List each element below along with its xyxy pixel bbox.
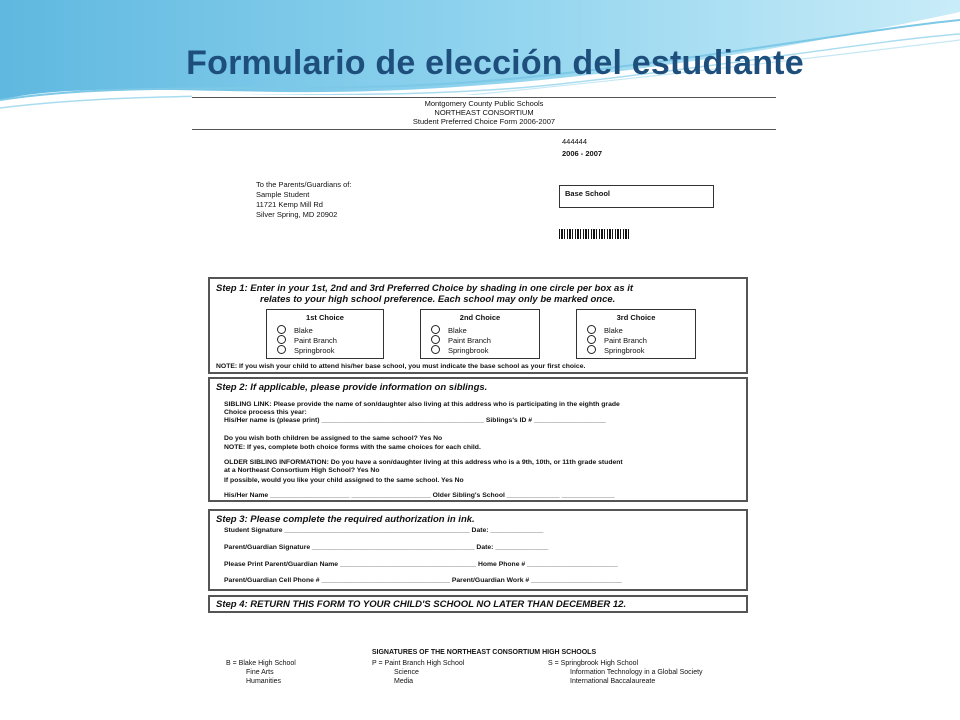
- option-paint-branch[interactable]: Paint Branch: [431, 335, 491, 345]
- option-paint-branch[interactable]: Paint Branch: [277, 335, 337, 345]
- barcode: [559, 229, 631, 239]
- option-paint-branch[interactable]: Paint Branch: [587, 335, 647, 345]
- slide-title: Formulario de elección del estudiante: [186, 44, 804, 82]
- radio-circle-icon[interactable]: [277, 335, 286, 344]
- footer-heading: SIGNATURES OF THE NORTHEAST CONSORTIUM HIGH SCHOOLS: [371, 649, 597, 656]
- radio-circle-icon[interactable]: [277, 345, 286, 354]
- parent-phone-field[interactable]: Parent/Guardian Cell Phone # __________________________________ Parent/Guardian Work # ________________________: [224, 577, 622, 584]
- step1-subtitle: relates to your high school preference. Each school may only be marked once.: [260, 294, 616, 305]
- radio-circle-icon[interactable]: [587, 345, 596, 354]
- choice-title: 3rd Choice: [616, 313, 656, 322]
- address-line4: Silver Spring, MD 20902: [256, 210, 338, 219]
- second-choice-box: [420, 309, 540, 359]
- older-sibling-text: OLDER SIBLING INFORMATION: Do you have a son/daughter living at this address who is a 9th, 10th, or 11th grade student: [224, 459, 623, 466]
- divider: [192, 129, 776, 130]
- step2-box: [208, 377, 748, 502]
- radio-circle-icon[interactable]: [587, 325, 596, 334]
- address-line1: To the Parents/Guardians of:: [256, 180, 352, 189]
- sibling-link-text-2: Choice process this year:: [224, 409, 307, 416]
- base-school-box: [559, 185, 714, 208]
- scanned-form: [192, 95, 776, 695]
- radio-circle-icon[interactable]: [277, 325, 286, 334]
- option-springbrook[interactable]: Springbrook: [277, 345, 334, 355]
- option-springbrook[interactable]: Springbrook: [587, 345, 644, 355]
- address-line3: 11721 Kemp Mill Rd: [256, 200, 323, 209]
- older-sibling-name-field[interactable]: His/Her Name _____________________ _____________________ Older Sibling's School ______________ ______________: [224, 492, 615, 499]
- divider: [192, 97, 776, 98]
- form-header-line3: Student Preferred Choice Form 2006-2007: [412, 117, 556, 126]
- step3-title: Step 3: Please complete the required authorization in ink.: [216, 514, 475, 525]
- parent-name-field[interactable]: Please Print Parent/Guardian Name ____________________________________ Home Phone # ________________________: [224, 561, 618, 568]
- choice-title: 1st Choice: [306, 313, 344, 322]
- older-sibling-question[interactable]: at a Northeast Consortium High School? Yes No: [224, 467, 380, 474]
- student-id: 444444: [562, 137, 588, 146]
- parent-signature-field[interactable]: Parent/Guardian Signature ___________________________________________ Date: ______________: [224, 544, 549, 551]
- address-line2: Sample Student: [256, 190, 310, 199]
- base-school-label: Base School: [565, 189, 611, 198]
- step1-box: [208, 277, 748, 374]
- footer-paint-branch: P = Paint Branch High School: [372, 660, 465, 667]
- same-school-question[interactable]: Do you wish both children be assigned to the same school? Yes No: [224, 435, 443, 442]
- sibling-link-text: SIBLING LINK: Please provide the name of son/daughter also living at this address who is participating in the eighth grade: [224, 401, 620, 408]
- student-signature-field[interactable]: Student Signature _________________________________________________ Date: ______________: [224, 527, 544, 534]
- footer-blake-signature: Humanities: [246, 678, 282, 685]
- same-school-note: NOTE: If yes, complete both choice forms with the same choices for each child.: [224, 444, 481, 451]
- radio-circle-icon[interactable]: [431, 325, 440, 334]
- step4-box: [208, 595, 748, 613]
- older-sibling-same-school[interactable]: If possible, would you like your child assigned to the same school. Yes No: [224, 477, 464, 484]
- step2-title: Step 2: If applicable, please provide information on siblings.: [216, 382, 488, 393]
- footer-paint-branch-signature: Science: [394, 669, 419, 676]
- footer-paint-branch-signature: Media: [394, 678, 414, 685]
- footer-springbrook: S = Springbrook High School: [548, 660, 639, 667]
- third-choice-box: [576, 309, 696, 359]
- radio-circle-icon[interactable]: [431, 335, 440, 344]
- step4-title: Step 4: RETURN THIS FORM TO YOUR CHILD'S SCHOOL NO LATER THAN DECEMBER 12.: [216, 599, 627, 610]
- choice-title: 2nd Choice: [459, 313, 501, 322]
- first-choice-box: [266, 309, 384, 359]
- radio-circle-icon[interactable]: [587, 335, 596, 344]
- school-year: 2006 - 2007: [562, 149, 603, 158]
- form-header-line1: Montgomery County Public Schools: [424, 99, 544, 108]
- footer-blake: B = Blake High School: [226, 660, 296, 667]
- footer-springbrook-signature: International Baccalaureate: [570, 678, 656, 685]
- form-header-line2: NORTHEAST CONSORTIUM: [434, 108, 534, 117]
- step1-note: NOTE: If you wish your child to attend his/her base school, you must indicate the base school as your first choice.: [216, 363, 586, 370]
- step3-box: [208, 509, 748, 591]
- option-springbrook[interactable]: Springbrook: [431, 345, 488, 355]
- step1-title: Step 1: Enter in your 1st, 2nd and 3rd Preferred Choice by shading in one circle per box as it: [216, 283, 634, 294]
- option-blake[interactable]: Blake: [431, 325, 467, 335]
- option-blake[interactable]: Blake: [587, 325, 623, 335]
- radio-circle-icon[interactable]: [431, 345, 440, 354]
- footer-springbrook-signature: Information Technology in a Global Society: [570, 669, 703, 676]
- sibling-name-field[interactable]: His/Her name is (please print) ___________________________________________ Siblings's ID # ___________________: [224, 417, 606, 424]
- option-blake[interactable]: Blake: [277, 325, 313, 335]
- footer-blake-signature: Fine Arts: [246, 669, 274, 676]
